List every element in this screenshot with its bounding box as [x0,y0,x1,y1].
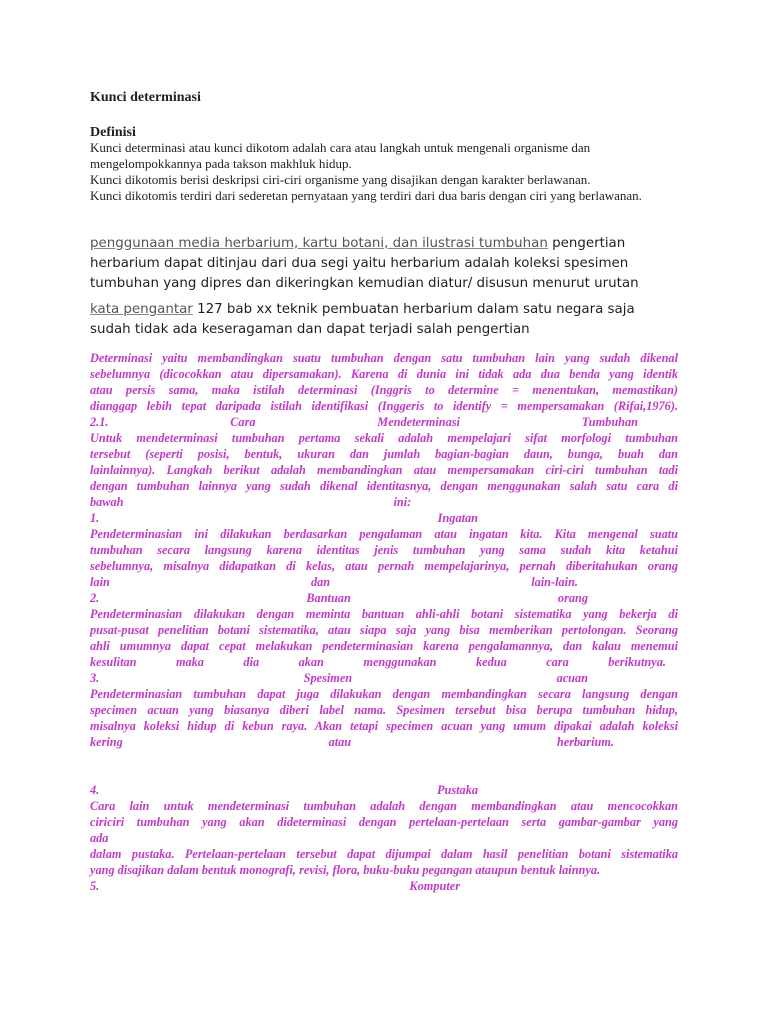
heading-word: 5. [90,879,100,893]
definition-line: Kunci dikotomis terdiri dari sederetan pernyataan yang terdiri dari dua baris dengan ciri yang berlawanan. [90,188,642,203]
paragraph-line [90,300,680,320]
heading-word: orang [557,591,588,605]
body-word: ini: [393,495,412,509]
body-line: dalam pustaka. Pertelaan-pertelaan tersebut dapat dijumpai dalam hasil penelitian botani sistematika [90,847,678,861]
paragraph-line: sudah tidak ada keseragaman dan dapat terjadi salah pengertian [90,322,530,337]
body-word: maka [175,655,204,669]
heading-word: acuan [556,671,588,685]
body-word: dia [243,655,260,669]
heading-word: 2.1. [90,415,109,429]
body-line: yang disajikan dalam bentuk monografi, revisi, flora, buku-buku pegangan ataupun bentuk lainnya. [90,863,601,877]
body-line [90,574,678,590]
body-line: misalnya koleksi hidup di kebun raya. Akan tetapi specimen acuan yang umum dipakai adalah koleksi [90,719,678,733]
heading-word: 1. [90,511,100,525]
body-word: bawah [90,495,124,509]
body-word: herbarium. [556,735,614,749]
body-line: dengan tumbuhan lainnya yang sudah dikenal identitasnya, dengan menggunakan salah satu cara di [90,479,678,493]
body-line [90,494,678,510]
paragraph-line [90,234,680,254]
body-word: lain-lain. [531,575,578,589]
heading-4-pustaka [90,782,678,798]
body-line: tersebut (seperti posisi, bentuk, ukuran dan jumlah bagian-bagian daun, bunga, buah dan [90,447,678,461]
body-word: lain [90,575,110,589]
body-line: tumbuhan secara langsung karena identitas jenis tumbuhan yang sama sudah kita ketahui [90,543,678,557]
heading-word: Pustaka [437,783,478,797]
body-line: Untuk mendeterminasi tumbuhan pertama sekali adalah mempelajari sifat morfologi tumbuhan [90,431,678,445]
body-line: pusat-pusat penelitian botani sistematika, atau siapa saja yang bisa memberikan pertolongan. Seorang [90,623,678,637]
blank-space [90,750,678,782]
definition-line: Kunci determinasi atau kunci dikotom adalah cara atau langkah untuk mengenali organisme dan [90,140,591,155]
body-line: sebelumnya (dicocokkan atau dipersamakan). Karena di dunia ini tidak ada dua benda yang identik [90,367,678,381]
body-line: Pendeterminasian dilakukan dengan meminta bantuan ahli-ahli botani sistematika yang bekerja di [90,607,678,621]
definition-line: Kunci dikotomis berisi deskripsi ciri-ciri organisme yang disajikan dengan karakter berlawanan. [90,172,591,187]
body-line: Cara lain untuk mendeterminasi tumbuhan adalah dengan membandingkan atau mencocokkan [90,799,678,813]
heading-1-ingatan [90,510,678,526]
heading-word: 2. [90,591,100,605]
document-title: Kunci determinasi [90,90,201,105]
pengantar-paragraph [90,300,680,340]
herbarium-link[interactable]: penggunaan media herbarium, kartu botani, dan ilustrasi tumbuhan [90,236,548,251]
heading-2-bantuan [90,590,678,606]
definition-paragraph [90,140,690,204]
body-line: ciriciri tumbuhan yang akan dideterminasi dengan pertelaan-pertelaan serta gambar-gambar yang [90,815,678,829]
body-word: atau [328,735,352,749]
heading-word: 3. [90,671,100,685]
body-line [90,654,678,670]
heading-3-spesimen [90,670,678,686]
heading-word: Ingatan [437,511,478,525]
body-line: atau persis sama, maka istilah determinasi (Inggris to determine = menentukan, memastikan) [90,383,678,397]
body-word: akan [298,655,324,669]
body-word: kedua [475,655,507,669]
body-line: lainlainnya). Langkah berikut adalah membandingkan atau mempersamakan ciri-ciri tumbuhan tadi [90,463,678,477]
heading-word: Spesimen [303,671,353,685]
heading-word: Cara [230,415,256,429]
body-word: menggunakan [363,655,437,669]
body-line: Pendeterminasian ini dilakukan berdasarkan pengalaman atau ingatan kita. Kita mengenal suatu [90,527,678,541]
body-line: specimen acuan yang biasanya diberi label nama. Spesimen tersebut bisa berupa tumbuhan hidup, [90,703,678,717]
heading-2-1 [90,414,678,430]
herbarium-paragraph [90,234,680,294]
body-line [90,734,678,750]
section-heading-definisi: Definisi [90,125,136,140]
heading-word: Tumbuhan [581,415,638,429]
body-line: dianggap lebih tepat daripada istilah identifikasi (Inggeris to identify = mempersamakan (Rifai,1976). [90,399,678,413]
paragraph-line: tumbuhan yang dipres dan dikeringkan kemudian diatur/ disusun menurut urutan [90,276,639,291]
heading-5-komputer [90,878,678,894]
body-line: sebelumnya, misalnya didapatkan di kelas, atau pernah mempelajarinya, pernah diberitahukan orang [90,559,678,573]
heading-word: Bantuan [306,591,351,605]
body-line: ada [90,831,109,845]
heading-word: Komputer [409,879,460,893]
body-word: berikutnya. [608,655,666,669]
heading-word: 4. [90,783,100,797]
paragraph-text: pengertian [547,236,626,251]
body-line: Determinasi yaitu membandingkan suatu tumbuhan dengan satu tumbuhan lain yang sudah dikenal [90,351,678,365]
paragraph-text: 127 bab xx teknik pembuatan herbarium dalam satu negara saja [192,302,635,317]
body-line: ahli umumnya dapat cepat melakukan pendeterminasian karena pengalamannya, dan kalau menemui [90,639,678,653]
body-word: cara [546,655,569,669]
body-word: kesulitan [90,655,137,669]
paragraph-line: herbarium dapat ditinjau dari dua segi yaitu herbarium adalah koleksi spesimen [90,256,629,271]
body-word: dan [310,575,331,589]
body-line: Pendeterminasian tumbuhan dapat juga dilakukan dengan membandingkan secara langsung dengan [90,687,678,701]
kata-pengantar-link[interactable]: kata pengantar [90,302,193,317]
body-word: kering [90,735,123,749]
definition-line: mengelompokkannya pada takson makhluk hidup. [90,156,352,171]
heading-word: Mendeterminasi [377,415,460,429]
determinasi-body [90,350,678,894]
